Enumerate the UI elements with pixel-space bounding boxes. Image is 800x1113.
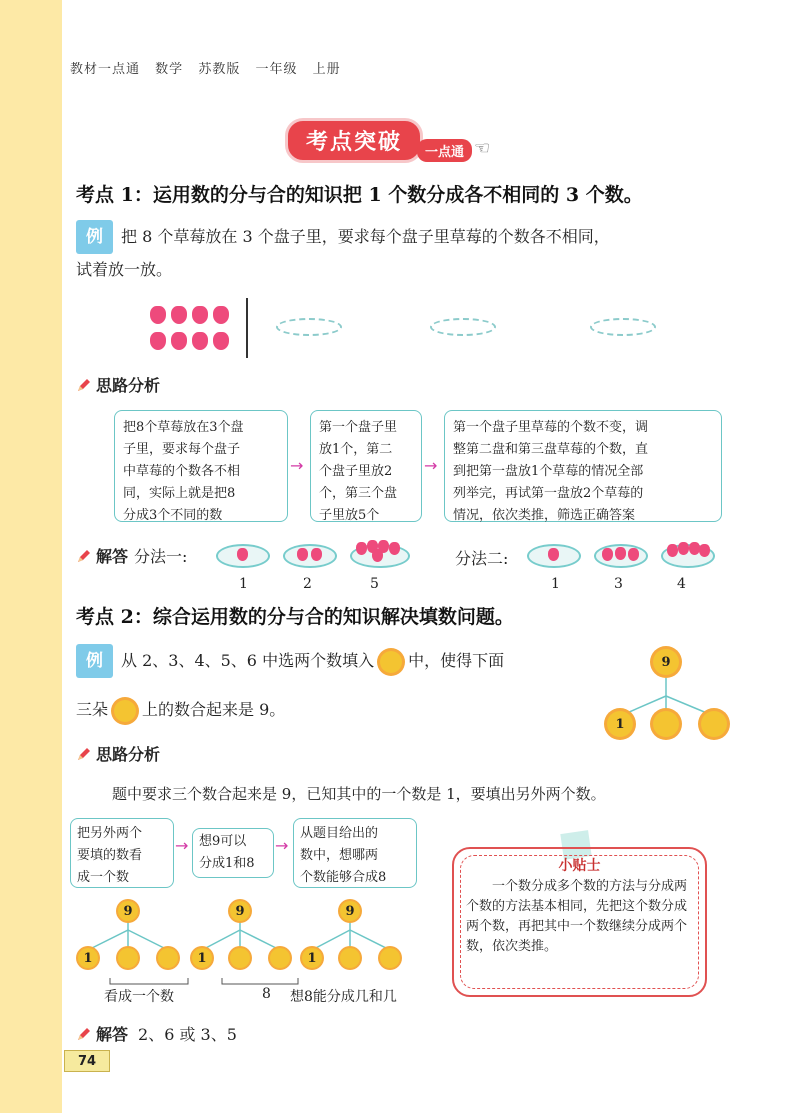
analysis-label: 思路分析 (96, 376, 161, 395)
topic1-title: 考点 1：运用数的分与合的知识把 1 个数分成各不相同的 3 个数。 (76, 184, 643, 206)
strawberry-icon (389, 542, 400, 555)
tips-title: 小贴士 (558, 858, 601, 874)
box-line: 要填的数看 (77, 848, 143, 863)
sunflower-top: 9 (230, 901, 250, 921)
strawberry-icon (171, 306, 187, 324)
plate-icon (283, 544, 337, 568)
analysis2-box-1 (70, 818, 174, 888)
pencil-icon (76, 377, 92, 393)
box-line: 子里，要求每个盘子 (123, 442, 241, 457)
diagram-caption-3: 想8能分成几和几 (290, 989, 397, 1005)
plate-icon (661, 544, 715, 568)
box-line: 个，第三个盘 (319, 486, 398, 501)
strawberry-icon (311, 548, 322, 561)
empty-plate-icon (276, 318, 342, 336)
example-badge: 例 (76, 644, 113, 678)
box-line: 分成3个不同的数 (123, 508, 223, 523)
box-line: 列举完，再试第一盘放2个草莓的 (453, 486, 644, 501)
box-line: 想9可以 (199, 834, 247, 849)
topic2-example-line2b: 上的数合起来是 9。 (142, 700, 286, 719)
strawberry-group (150, 306, 240, 356)
sunflower-blank (230, 948, 250, 968)
box-line: 数中，想哪两 (300, 848, 379, 863)
box-line: 第一个盘子里草莓的个数不变，调 (453, 420, 649, 435)
strawberry-icon (678, 542, 689, 555)
box-line: 子里放5个 (319, 508, 380, 523)
box-line: 同，实际上就是把8 (123, 486, 236, 501)
topic2-example-second (76, 694, 285, 726)
topic1-example-line1: 把 8 个草莓放在 3 个盘子里，要求每个盘子里草莓的个数各不相同， (121, 227, 610, 246)
box-line: 中草莓的个数各不相 (123, 464, 241, 479)
box-line: 到把第一盘放1个草莓的情况全部 (453, 464, 644, 479)
topic1-example-line2: 试着放一放。 (76, 260, 173, 279)
sunflower-blank (653, 711, 679, 737)
box-line: 从题目给出的 (300, 826, 379, 841)
arrow-right-icon: → (175, 836, 189, 855)
analysis2-box-3 (293, 818, 417, 888)
banner-subtitle: 一点通 (417, 139, 472, 162)
sunflower-blank (701, 711, 727, 737)
banner-title: 考点突破 (285, 118, 423, 163)
sunflower-blank (118, 948, 138, 968)
strawberry-icon (192, 332, 208, 350)
method2-plates (527, 544, 715, 568)
sunflower-blank (270, 948, 290, 968)
arrow-right-icon: → (290, 456, 304, 475)
topic2-answer-heading (76, 1022, 237, 1045)
arrow-right-icon: → (275, 836, 289, 855)
strawberry-icon (213, 332, 229, 350)
analysis-label: 思路分析 (96, 745, 161, 764)
diagram-caption-2: 8 (262, 986, 271, 1002)
plate-icon (216, 544, 270, 568)
sunflower-icon (380, 651, 402, 673)
header-subject: 数学 (155, 62, 184, 77)
empty-plate-icon (430, 318, 496, 336)
topic2-analysis-text: 题中要求三个数合起来是 9，已知其中的一个数是 1，要填出另外两个数。 (112, 785, 606, 803)
box-line: 情况，依次类推，筛选正确答案 (453, 508, 636, 523)
sunflower-icon (114, 700, 136, 722)
pointing-hand-icon: ☜ (474, 138, 491, 159)
analysis-box-2 (310, 410, 422, 522)
box-line: 整第二盘和第三盘草莓的个数，直 (453, 442, 649, 457)
topic2-example-line1a: 从 2、3、4、5、6 中选两个数填入 (121, 651, 375, 670)
box-line: 个盘子里放2 (319, 464, 393, 479)
sunflower-left: 1 (78, 948, 98, 968)
strawberry-icon (150, 332, 166, 350)
strawberry-icon (171, 332, 187, 350)
sunflower-top: 9 (118, 901, 138, 921)
analysis-box-1 (114, 410, 288, 522)
header-grade: 一年级 (255, 62, 298, 77)
page-header (70, 58, 351, 77)
box-line: 成一个数 (77, 870, 130, 885)
box-line: 第一个盘子里 (319, 420, 398, 435)
strawberry-icon (548, 548, 559, 561)
plate-icon (594, 544, 648, 568)
section-banner (285, 118, 490, 163)
topic2-title: 考点 2：综合运用数的分与合的知识解决填数问题。 (76, 606, 514, 628)
sunflower-blank (158, 948, 178, 968)
divider-line (246, 298, 248, 358)
strawberry-icon (372, 549, 383, 562)
diagram-caption-1: 看成一个数 (104, 989, 174, 1005)
sunflower-left: 1 (192, 948, 212, 968)
topic1-analysis-heading (76, 373, 160, 396)
analysis-box-3 (444, 410, 722, 522)
sunflower-blank (380, 948, 400, 968)
answer-label: 解答 (96, 1025, 129, 1044)
page-number: 74 (64, 1050, 110, 1072)
box-line: 个数能够合成8 (300, 870, 387, 885)
strawberry-icon (297, 548, 308, 561)
topic1-answer-heading (76, 544, 187, 567)
sunflower-top: 9 (653, 649, 679, 675)
answer-text: 2、6 或 3、5 (138, 1025, 237, 1044)
left-band (0, 0, 62, 1113)
example-badge: 例 (76, 220, 113, 254)
strawberry-icon (699, 544, 710, 557)
method2-value: 4 (677, 576, 686, 592)
topic2-example (76, 644, 504, 678)
header-volume: 上册 (312, 62, 341, 77)
plate-icon (527, 544, 581, 568)
tips-box (452, 847, 707, 997)
method1-value: 2 (303, 576, 312, 592)
strawberry-icon (213, 306, 229, 324)
strawberry-icon (237, 548, 248, 561)
pencil-icon (76, 1026, 92, 1042)
topic1-example (76, 220, 610, 286)
strawberry-icon (150, 306, 166, 324)
strawberry-icon (356, 542, 367, 555)
topic2-example-line1b: 中，使得下面 (408, 651, 505, 670)
pencil-icon (76, 548, 92, 564)
box-line: 把8个草莓放在3个盘 (123, 420, 244, 435)
sunflower-blank (340, 948, 360, 968)
tips-body: 一个数分成多个数的方法与分成两个数的方法基本相同，先把这个数分成两个数，再把其中一个数继续分成两个数，依次类推。 (466, 879, 688, 954)
topic2-example-line2a: 三朵 (76, 700, 109, 719)
sunflower-top: 9 (340, 901, 360, 921)
method2-label: 分法二: (455, 549, 509, 568)
strawberry-icon (192, 306, 208, 324)
sunflower-left: 1 (302, 948, 322, 968)
box-line: 把另外两个 (77, 826, 143, 841)
box-line: 分成1和8 (199, 856, 255, 871)
empty-plate-icon (590, 318, 656, 336)
arrow-right-icon: → (424, 456, 438, 475)
pencil-icon (76, 746, 92, 762)
method2-value: 1 (551, 576, 560, 592)
sunflower-left: 1 (607, 711, 633, 737)
method2-value: 3 (614, 576, 623, 592)
method1-value: 5 (370, 576, 379, 592)
strawberry-icon (602, 548, 613, 561)
header-book: 教材一点通 (70, 62, 141, 77)
strawberry-icon (667, 544, 678, 557)
box-line: 放1个，第二 (319, 442, 393, 457)
strawberry-icon (628, 548, 639, 561)
header-edition: 苏教版 (198, 62, 241, 77)
plate-icon (350, 544, 410, 568)
method1-value: 1 (239, 576, 248, 592)
strawberry-icon (615, 547, 626, 560)
method1-plates (216, 544, 410, 568)
topic2-analysis-heading (76, 742, 160, 765)
answer-label: 解答 (96, 547, 129, 566)
analysis2-box-2 (192, 828, 274, 878)
method1-label: 分法一: (134, 547, 188, 566)
